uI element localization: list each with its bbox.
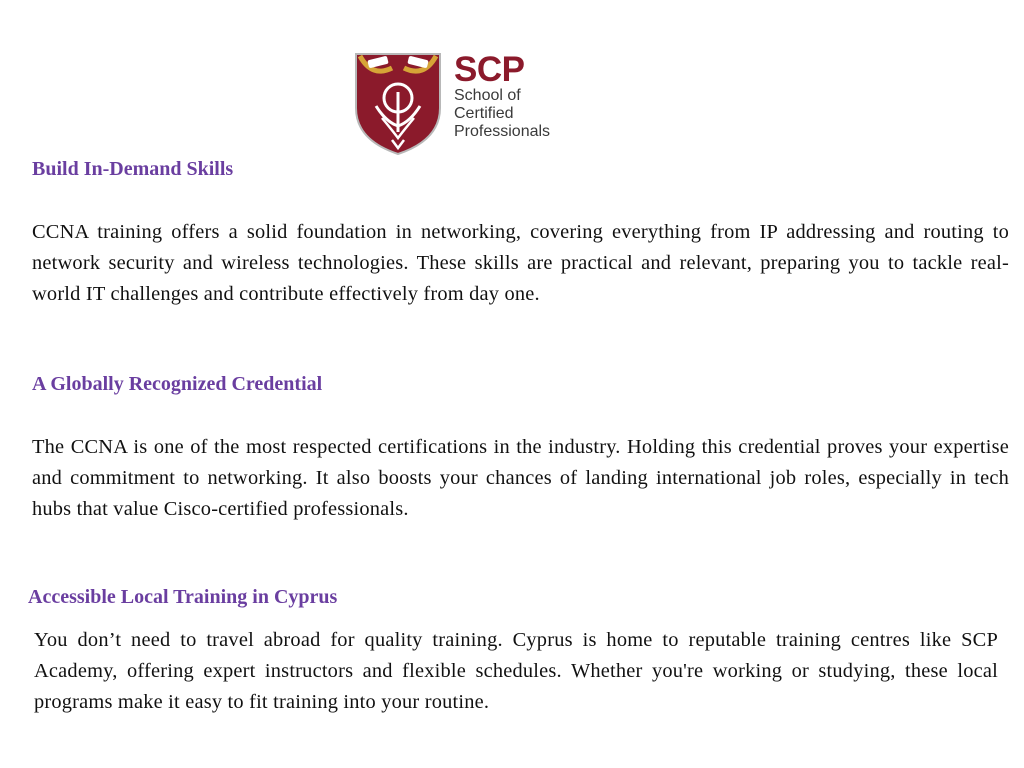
logo-line-1: School of	[454, 87, 521, 104]
logo-line-3: Professionals	[454, 123, 551, 140]
logo-text	[454, 52, 550, 141]
crest-icon	[352, 48, 444, 156]
section-body-local-training: You don’t need to travel abroad for quality training. Cyprus is home to reputable training centres like SCP Academy, offering expert instructors and flexible schedules. Whether you're working or studying, these local programs make it easy to fit training into your routine.	[34, 629, 998, 713]
section-heading-credential: A Globally Recognized Credential	[32, 373, 323, 395]
section-body-skills: CCNA training offers a solid foundation in networking, covering everything from IP addressing and routing to network security and wireless technologies. These skills are practical and relevant, preparing you to tackle real-world IT challenges and contribute effectively from day one.	[32, 221, 1009, 305]
section-heading-local-training: Accessible Local Training in Cyprus	[28, 586, 338, 608]
section-body-credential: The CCNA is one of the most respected certifications in the industry. Holding this credential proves your expertise and commitment to networking. It also boosts your chances of landing international job roles, especially in tech hubs that value Cisco-certified professionals.	[32, 436, 1009, 520]
scp-logo	[352, 48, 567, 158]
section-heading-skills: Build In-Demand Skills	[32, 158, 234, 180]
logo-line-2: Certified	[454, 105, 514, 122]
logo-brand: SCP	[454, 50, 525, 89]
